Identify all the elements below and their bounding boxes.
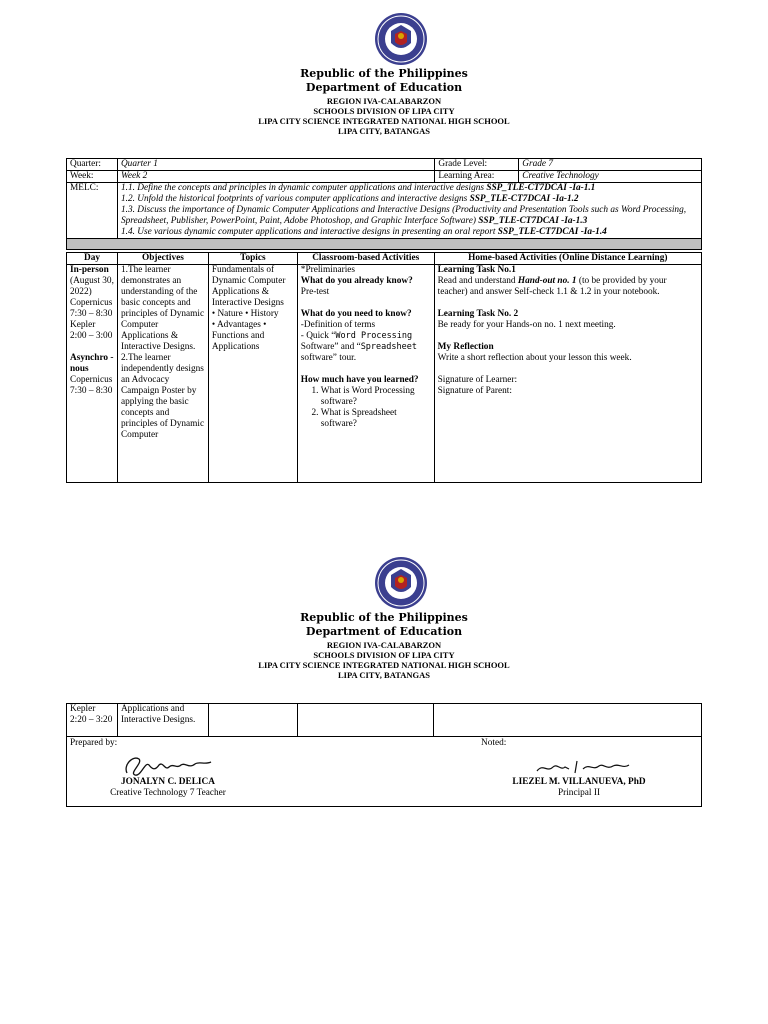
classroom-cell bbox=[297, 265, 434, 483]
department-heading: Department of Education bbox=[305, 625, 463, 638]
definition-text: -Definition of terms bbox=[300, 320, 376, 330]
question-heading: What do you need to know? bbox=[300, 309, 412, 319]
teacher-title: Creative Technology 7 Teacher bbox=[110, 788, 226, 798]
region-text: REGION IVA-CALABARZON bbox=[326, 96, 442, 106]
republic-heading: Republic of the Philippines bbox=[300, 67, 468, 80]
in-person-label: In-person bbox=[70, 265, 109, 275]
objectives-cell: 1.The learner demonstrates an understanding of the basic concepts and principles of Dynamic Computer Applications & Interactive Designs. 2.The learner independently designs an Advocacy Campaign Poster by applying the basic concepts and principles of Dynamic Computer bbox=[117, 265, 208, 483]
tour-text: - Quick “Word Processing Software” and “Spreadsheet software” tour. bbox=[300, 331, 417, 363]
question-list bbox=[301, 386, 431, 430]
task-heading: Learning Task No. 2 bbox=[437, 309, 519, 319]
week-label: Week: bbox=[67, 171, 118, 183]
principal-title: Principal II bbox=[557, 788, 601, 798]
republic-heading: Republic of the Philippines bbox=[300, 611, 468, 624]
teacher-name: JONALYN C. DELICA bbox=[121, 777, 215, 787]
parent-signature-label: Signature of Parent: bbox=[437, 386, 512, 396]
melc-item: 1.1. Define the concepts and principles in dynamic computer applications and interactive designs SSP_TLE-CT7DCAI -Ia-1.1 bbox=[120, 183, 596, 193]
melc-item: 1.4. Use various dynamic computer applications and interactive designs in presenting an oral report SSP_TLE-CT7DCAI -Ia-1.4 bbox=[120, 227, 607, 237]
objectives-cell: Applications and Interactive Designs. bbox=[117, 704, 208, 737]
topic-title: Fundamentals of Dynamic Computer Applications & Interactive Designs bbox=[211, 265, 286, 308]
task-text: Read and understand Hand-out no. 1 (to be provided by your teacher) and answer Self-check 1.1 & 1.2 in your notebook. bbox=[437, 276, 667, 297]
week-value: Week 2 bbox=[117, 171, 434, 183]
time-text: 7:30 – 8:30 bbox=[70, 309, 113, 319]
principal-signature-image bbox=[533, 757, 633, 777]
teacher-signature-image bbox=[119, 751, 214, 779]
melc-list bbox=[117, 183, 701, 239]
lesson-table-continued bbox=[66, 703, 702, 807]
preliminaries: *Preliminaries bbox=[300, 265, 356, 275]
time-text: 2:00 – 3:00 bbox=[70, 331, 113, 341]
col-classroom: Classroom-based Activities bbox=[297, 253, 434, 265]
topics-cell bbox=[208, 265, 297, 483]
melc-item: 1.3. Discuss the importance of Dynamic Computer Applications and Interactive Designs (Productivity and Presentation Tools such as Word Processing, Spreadsheet, Publisher, PowerPoint, Paint, Adobe Photoshop, and Graphic Interface Software) SSP_TLE-CT7DCAI -Ia-1.3 bbox=[120, 205, 687, 226]
section-name: Kepler bbox=[70, 320, 96, 330]
list-item: 1. What is Word Processing software? bbox=[321, 386, 431, 408]
melc-label: MELC: bbox=[67, 183, 118, 239]
home-cell bbox=[434, 265, 701, 483]
info-table bbox=[66, 158, 702, 250]
col-objectives: Objectives bbox=[117, 253, 208, 265]
classroom-cell bbox=[297, 704, 434, 737]
day-cell bbox=[67, 265, 118, 483]
melc-item: 1.2. Unfold the historical footprints of various computer applications and interactive designs SSP_TLE-CT7DCAI -Ia-1.2 bbox=[120, 194, 579, 204]
division-text: SCHOOLS DIVISION OF LIPA CITY bbox=[313, 106, 455, 116]
col-day: Day bbox=[67, 253, 118, 265]
date-text: (August 30, 2022) bbox=[70, 276, 114, 297]
question-heading: What do you already know? bbox=[300, 276, 413, 286]
time-text: 7:30 – 8:30 bbox=[70, 386, 113, 396]
area-value: Creative Technology bbox=[519, 171, 702, 183]
day-cell: Kepler 2:20 – 3:20 bbox=[67, 704, 118, 737]
topic-bullets: Functions and Applications bbox=[211, 331, 265, 352]
deped-seal-logo bbox=[374, 12, 428, 66]
quarter-value: Quarter 1 bbox=[117, 159, 434, 171]
list-item: 2. What is Spreadsheet software? bbox=[321, 408, 431, 430]
reflection-heading: My Reflection bbox=[437, 342, 494, 352]
division-text: SCHOOLS DIVISION OF LIPA CITY bbox=[313, 650, 455, 660]
pretest-text: Pre-test bbox=[300, 287, 330, 297]
school-text: LIPA CITY SCIENCE INTEGRATED NATIONAL HIGH SCHOOL bbox=[258, 660, 510, 670]
gray-band bbox=[67, 239, 702, 250]
region-text: REGION IVA-CALABARZON bbox=[326, 640, 442, 650]
deped-seal-logo bbox=[374, 556, 428, 610]
quarter-label: Quarter: bbox=[67, 159, 118, 171]
city-text: LIPA CITY, BATANGAS bbox=[337, 126, 431, 136]
section-name: Copernicus bbox=[70, 298, 113, 308]
school-text: LIPA CITY SCIENCE INTEGRATED NATIONAL HIGH SCHOOL bbox=[258, 116, 510, 126]
department-heading: Department of Education bbox=[305, 81, 463, 94]
noted-label: Noted: bbox=[481, 738, 507, 748]
area-label: Learning Area: bbox=[435, 171, 519, 183]
topic-bullets: • Advantages • bbox=[211, 320, 267, 330]
task-text: Be ready for your Hands-on no. 1 next meeting. bbox=[437, 320, 616, 330]
section-name: Copernicus bbox=[70, 375, 113, 385]
col-topics: Topics bbox=[208, 253, 297, 265]
grade-value: Grade 7 bbox=[519, 159, 702, 171]
city-text: LIPA CITY, BATANGAS bbox=[337, 670, 431, 680]
lesson-table bbox=[66, 252, 702, 483]
reflection-text: Write a short reflection about your lesson this week. bbox=[437, 353, 632, 363]
prepared-label: Prepared by: bbox=[70, 738, 118, 748]
topic-bullets: • Nature • History bbox=[211, 309, 279, 319]
principal-name: LIEZEL M. VILLANUEVA, PhD bbox=[512, 777, 646, 787]
task-heading: Learning Task No.1 bbox=[437, 265, 516, 275]
signature-section bbox=[67, 737, 702, 807]
grade-label: Grade Level: bbox=[435, 159, 519, 171]
learner-signature-label: Signature of Learner: bbox=[437, 375, 518, 385]
topics-cell bbox=[208, 704, 297, 737]
question-heading: How much have you learned? bbox=[300, 375, 419, 385]
col-home: Home-based Activities (Online Distance Learning) bbox=[434, 253, 701, 265]
async-label: Asynchro -nous bbox=[70, 353, 114, 374]
home-cell bbox=[434, 704, 702, 737]
